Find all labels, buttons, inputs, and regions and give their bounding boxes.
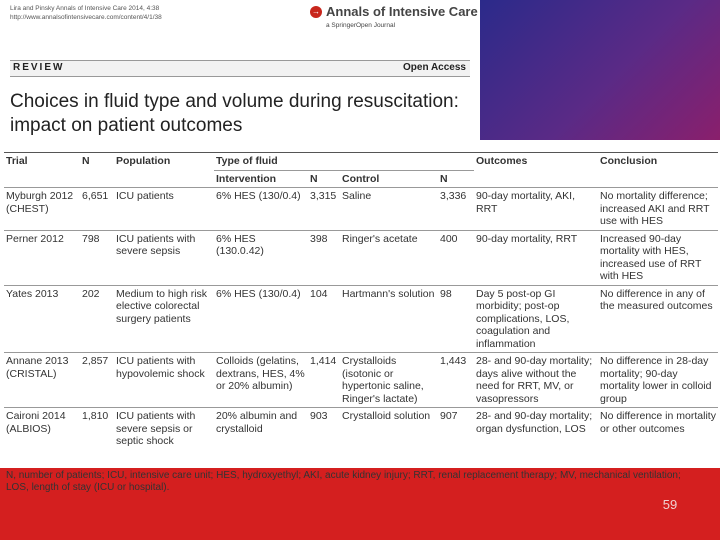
cell-n-control: 400 bbox=[438, 230, 474, 285]
col-header-population: Population bbox=[114, 153, 214, 171]
cell-intervention: 6% HES (130.0.42) bbox=[214, 230, 308, 285]
cell-population: ICU patients with severe sepsis or septic shock bbox=[114, 408, 214, 450]
cell-n-control: 1,443 bbox=[438, 353, 474, 408]
cell-trial: Annane 2013 (CRISTAL) bbox=[4, 353, 80, 408]
table-row bbox=[4, 353, 718, 408]
col-header-control: Control bbox=[340, 170, 438, 188]
cell-trial: Yates 2013 bbox=[4, 285, 80, 353]
cell-n-intervention: 3,315 bbox=[308, 188, 340, 231]
cell-intervention: 20% albumin and crystalloid bbox=[214, 408, 308, 450]
cell-outcomes: Day 5 post-op GI morbidity; post-op complications, LOS, coagulation and inflammation bbox=[474, 285, 598, 353]
article-header bbox=[0, 0, 480, 140]
cell-n-control: 907 bbox=[438, 408, 474, 450]
cell-conclusion: No difference in any of the measured outcomes bbox=[598, 285, 718, 353]
cell-intervention: Colloids (gelatins, dextrans, HES, 4% or 20% albumin) bbox=[214, 353, 308, 408]
article-title: Choices in fluid type and volume during resuscitation: impact on patient outcomes bbox=[10, 91, 459, 136]
cell-population: ICU patients bbox=[114, 188, 214, 231]
table-row bbox=[4, 408, 718, 450]
cell-n-intervention: 1,414 bbox=[308, 353, 340, 408]
cell-conclusion: Increased 90-day mortality with HES, increased use of RRT with HES bbox=[598, 230, 718, 285]
cell-control: Saline bbox=[340, 188, 438, 231]
review-label: REVIEW bbox=[13, 62, 65, 73]
open-access-label: Open Access bbox=[403, 62, 466, 73]
cell-n: 6,651 bbox=[80, 188, 114, 231]
journal-subtitle: a SpringerOpen Journal bbox=[326, 22, 396, 29]
cell-intervention: 6% HES (130/0.4) bbox=[214, 188, 308, 231]
col-header-conclusion: Conclusion bbox=[598, 153, 718, 171]
cell-n: 1,810 bbox=[80, 408, 114, 450]
citation bbox=[10, 4, 162, 22]
cell-trial: Caironi 2014 (ALBIOS) bbox=[4, 408, 80, 450]
table-footnote: N, number of patients; ICU, intensive care unit; HES, hydroxyethyl; AKI, acute kidney injury; RRT, renal replacement therapy; MV, mechanical ventilation; LOS, length of stay (ICU or hospital). bbox=[6, 470, 681, 493]
col-header-outcomes: Outcomes bbox=[474, 153, 598, 171]
citation-line-1: Lira and Pinsky Annals of Intensive Care 2014, 4:38 bbox=[10, 5, 160, 12]
cell-outcomes: 28- and 90-day mortality; organ dysfunction, LOS bbox=[474, 408, 598, 450]
citation-line-2: http://www.annalsofintensivecare.com/content/4/1/38 bbox=[10, 14, 162, 21]
table-row bbox=[4, 188, 718, 231]
cell-control: Hartmann's solution bbox=[340, 285, 438, 353]
cell-conclusion: No mortality difference; increased AKI and RRT use with HES bbox=[598, 188, 718, 231]
cell-population: ICU patients with hypovolemic shock bbox=[114, 353, 214, 408]
cell-population: Medium to high risk elective colorectal surgery patients bbox=[114, 285, 214, 353]
col-header-n: N bbox=[80, 153, 114, 171]
col-header-type-of-fluid: Type of fluid bbox=[214, 153, 474, 171]
cell-population: ICU patients with severe sepsis bbox=[114, 230, 214, 285]
cell-control: Ringer's acetate bbox=[340, 230, 438, 285]
col-header-trial: Trial bbox=[4, 153, 80, 171]
col-header-n-control: N bbox=[438, 170, 474, 188]
cell-intervention: 6% HES (130/0.4) bbox=[214, 285, 308, 353]
cell-outcomes: 90-day mortality, RRT bbox=[474, 230, 598, 285]
cell-trial: Myburgh 2012 (CHEST) bbox=[4, 188, 80, 231]
cell-trial: Perner 2012 bbox=[4, 230, 80, 285]
review-bar bbox=[10, 60, 470, 77]
table-subheader-row bbox=[4, 170, 718, 188]
purple-gradient-panel bbox=[480, 0, 720, 140]
slide-number: 59 bbox=[662, 497, 678, 512]
cell-n: 202 bbox=[80, 285, 114, 353]
cell-n-intervention: 398 bbox=[308, 230, 340, 285]
cell-n-control: 3,336 bbox=[438, 188, 474, 231]
cell-control: Crystalloids (isotonic or hypertonic saline, Ringer's lactate) bbox=[340, 353, 438, 408]
cell-n-control: 98 bbox=[438, 285, 474, 353]
col-header-intervention: Intervention bbox=[214, 170, 308, 188]
table-header-row bbox=[4, 153, 718, 171]
cell-outcomes: 28- and 90-day mortality; days alive without the need for RRT, MV, or vasopressors bbox=[474, 353, 598, 408]
springer-logo-icon: → bbox=[312, 7, 320, 16]
trials-table bbox=[4, 152, 718, 450]
cell-control: Crystalloid solution bbox=[340, 408, 438, 450]
cell-conclusion: No difference in mortality or other outcomes bbox=[598, 408, 718, 450]
cell-n: 798 bbox=[80, 230, 114, 285]
trials-table-panel bbox=[0, 150, 720, 493]
table-row bbox=[4, 285, 718, 353]
cell-conclusion: No difference in 28-day mortality; 90-day mortality lower in colloid group bbox=[598, 353, 718, 408]
cell-outcomes: 90-day mortality, AKI, RRT bbox=[474, 188, 598, 231]
cell-n-intervention: 104 bbox=[308, 285, 340, 353]
journal-title: Annals of Intensive Care bbox=[326, 4, 478, 19]
col-header-n-intervention: N bbox=[308, 170, 340, 188]
cell-n: 2,857 bbox=[80, 353, 114, 408]
cell-n-intervention: 903 bbox=[308, 408, 340, 450]
table-row bbox=[4, 230, 718, 285]
